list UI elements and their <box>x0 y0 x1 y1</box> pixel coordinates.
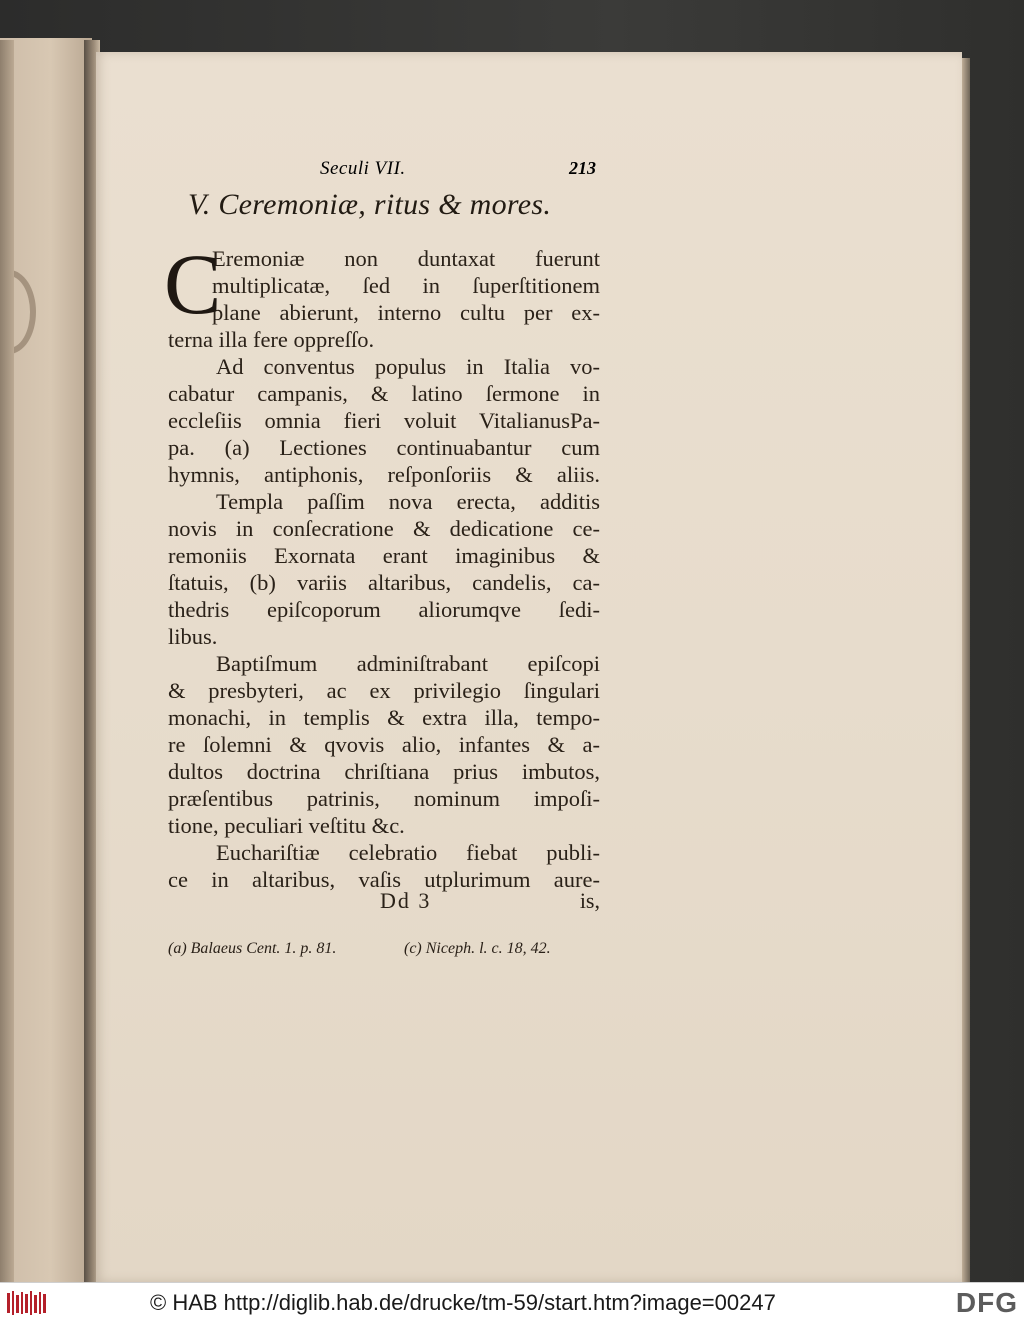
text-line: & presbyteri, ac ex privilegio ſingulari <box>168 678 600 703</box>
text-line: plane abierunt, interno cultu per ex- <box>212 300 600 325</box>
text-line: ſtatuis, (b) variis altaribus, candelis, ca- <box>168 570 600 595</box>
running-head <box>168 158 604 184</box>
text-line: re ſolemni & qvovis alio, infantes & a- <box>168 732 600 757</box>
text-line: multiplicatæ, ſed in ſuperſtitionem <box>212 273 600 298</box>
text-line: terna illa fere oppreſſo. <box>168 327 375 352</box>
source-link[interactable]: © HAB http://diglib.hab.de/drucke/tm-59/start.htm?image=00247 <box>150 1290 776 1315</box>
text-line: dultos doctrina chriſtiana prius imbutos, <box>168 759 600 784</box>
section-title: V. Ceremoniæ, ritus & mores. <box>188 188 552 221</box>
page-number: 213 <box>569 158 596 178</box>
text-line: eccleſiis omnia fieri voluit VitalianusPa- <box>168 408 600 433</box>
text-line: præſentibus patrinis, nominum impoſi- <box>168 786 600 811</box>
text-line: Eremoniæ non duntaxat fuerunt <box>212 246 600 271</box>
text-line: monachi, in templis & extra illa, tempo- <box>168 705 600 730</box>
text-line: Baptiſmum adminiſtrabant epiſcopi <box>216 651 600 676</box>
body-text <box>164 236 600 893</box>
footnote-c: (c) Niceph. l. c. 18, 42. <box>404 940 551 957</box>
drop-cap: C <box>164 236 222 332</box>
text-line: tione, peculiari veſtitu &c. <box>168 813 405 838</box>
catchword-row <box>168 888 600 916</box>
text-line: Ad conventus populus in Italia vo- <box>216 354 600 379</box>
text-line: hymnis, antiphonis, reſponſoriis & aliis. <box>168 462 600 487</box>
dfg-logo: DFG <box>955 1287 1018 1318</box>
signature-mark: Dd 3 <box>380 888 432 913</box>
text-line: Templa paſſim nova erecta, additis <box>216 489 600 514</box>
text-line: thedris epiſcoporum aliorumqve ſedi- <box>168 597 600 622</box>
previous-page-shadow <box>0 40 14 1282</box>
hab-logo-icon <box>6 1289 48 1317</box>
text-line: pa. (a) Lectiones continuabantur cum <box>168 435 600 460</box>
text-line: ce in altaribus, vaſis utplurimum aure- <box>168 867 600 892</box>
text-line: cabatur campanis, & latino ſermone in <box>168 381 600 406</box>
catchword: is, <box>579 888 600 913</box>
text-line: Euchariſtiæ celebratio fiebat publi- <box>216 840 600 865</box>
page-edge <box>962 58 970 1282</box>
text-line: novis in conſecratione & dedicatione ce- <box>168 516 600 541</box>
text-line: remoniis Exornata erant imaginibus & <box>168 543 600 568</box>
text-line: libus. <box>168 624 218 649</box>
footnote-a: (a) Balaeus Cent. 1. p. 81. <box>168 940 337 957</box>
running-title: Seculi VII. <box>320 158 406 179</box>
footer-bar <box>0 1282 1024 1323</box>
